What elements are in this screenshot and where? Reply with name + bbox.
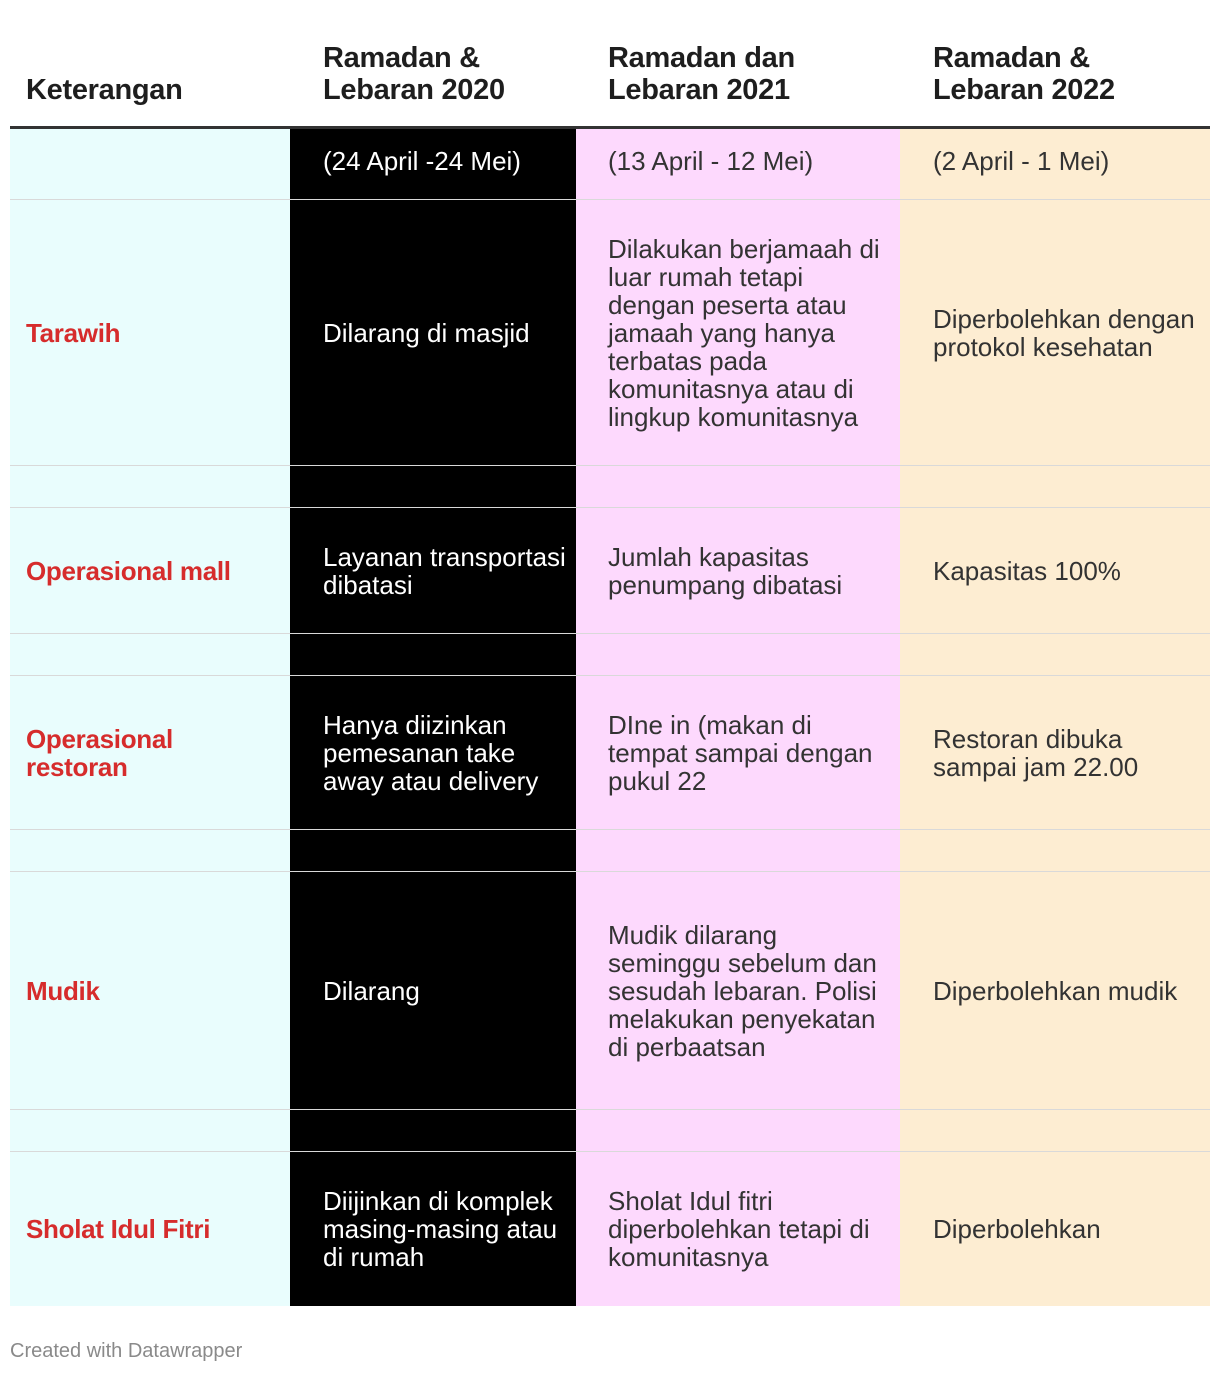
cell-2022: Restoran dibuka sampai jam 22.00 — [900, 676, 1210, 829]
header-2020: Ramadan & Lebaran 2020 — [323, 42, 505, 106]
spacer-row — [10, 466, 1210, 508]
row-label: Tarawih — [10, 200, 290, 465]
comparison-table — [10, 0, 1210, 1306]
cell-2020: Layanan transportasi dibatasi — [290, 508, 576, 633]
spacer-cell — [290, 466, 576, 507]
spacer-cell — [576, 830, 900, 871]
cell-2021: Dilakukan berjamaah di luar rumah tetapi dengan peserta atau jamaah yang hanya terbatas pada komunitasnya atau di lingkup komunitasnya — [576, 200, 900, 465]
cell-2022: Kapasitas 100% — [900, 508, 1210, 633]
cell-2022: Diperbolehkan dengan protokol kesehatan — [900, 200, 1210, 465]
table-row — [10, 872, 1210, 1110]
cell-keterangan-empty — [10, 129, 290, 199]
table-row — [10, 1152, 1210, 1306]
table-row — [10, 200, 1210, 466]
spacer-row — [10, 830, 1210, 872]
spacer-cell — [290, 830, 576, 871]
row-label: Operasional mall — [10, 508, 290, 633]
cell-2020: Dilarang di masjid — [290, 200, 576, 465]
cell-2021: Jumlah kapasitas penumpang dibatasi — [576, 508, 900, 633]
header-keterangan: Keterangan — [26, 74, 183, 106]
cell-2020: Diijinkan di komplek masing-masing atau di rumah — [290, 1152, 576, 1306]
spacer-cell — [10, 634, 290, 675]
datawrapper-credit[interactable]: Created with Datawrapper — [10, 1340, 243, 1362]
cell-2021: DIne in (makan di tempat sampai dengan pukul 22 — [576, 676, 900, 829]
spacer-row — [10, 1110, 1210, 1152]
cell-2020: Dilarang — [290, 872, 576, 1109]
spacer-cell — [900, 830, 1210, 871]
cell-2021: Mudik dilarang seminggu sebelum dan sesudah lebaran. Polisi melakukan penyekatan di perbaatsan — [576, 872, 900, 1109]
spacer-cell — [576, 466, 900, 507]
table-row — [10, 676, 1210, 830]
spacer-cell — [10, 830, 290, 871]
cell-2020: Hanya diizinkan pemesanan take away atau delivery — [290, 676, 576, 829]
header-2021: Ramadan dan Lebaran 2021 — [608, 42, 795, 106]
table-row-dates — [10, 129, 1210, 200]
spacer-cell — [900, 634, 1210, 675]
spacer-cell — [576, 1110, 900, 1151]
table-row — [10, 508, 1210, 634]
cell-2022: Diperbolehkan — [900, 1152, 1210, 1306]
spacer-cell — [290, 1110, 576, 1151]
header-2022: Ramadan & Lebaran 2022 — [933, 42, 1115, 106]
row-label: Sholat Idul Fitri — [10, 1152, 290, 1306]
spacer-cell — [10, 1110, 290, 1151]
spacer-cell — [900, 466, 1210, 507]
spacer-cell — [900, 1110, 1210, 1151]
cell-date-2021: (13 April - 12 Mei) — [576, 129, 900, 199]
spacer-cell — [290, 634, 576, 675]
cell-date-2020: (24 April -24 Mei) — [290, 129, 576, 199]
spacer-row — [10, 634, 1210, 676]
row-label: Operasional restoran — [10, 676, 290, 829]
cell-2022: Diperbolehkan mudik — [900, 872, 1210, 1109]
row-label: Mudik — [10, 872, 290, 1109]
cell-2021: Sholat Idul fitri diperbolehkan tetapi di komunitasnya — [576, 1152, 900, 1306]
cell-date-2022: (2 April - 1 Mei) — [900, 129, 1210, 199]
table-header — [10, 0, 1210, 129]
spacer-cell — [10, 466, 290, 507]
spacer-cell — [576, 634, 900, 675]
